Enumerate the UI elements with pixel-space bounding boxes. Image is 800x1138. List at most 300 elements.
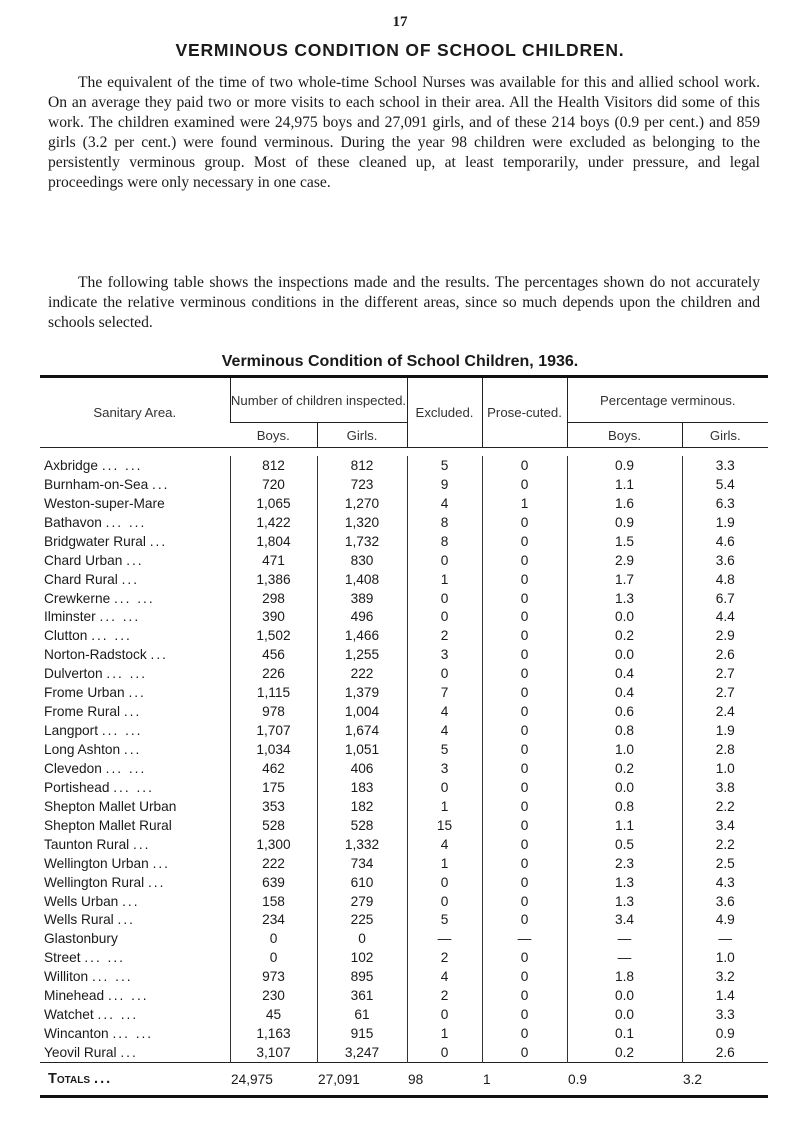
leader-dots: ... [149, 533, 168, 549]
table-row [40, 759, 768, 778]
cell-pct-girls: 2.7 [682, 664, 768, 683]
cell-pct-boys: 1.3 [567, 589, 682, 608]
header-sanitary-area: Sanitary Area. [93, 405, 177, 420]
cell-pct-boys: 1.1 [567, 816, 682, 835]
cell-prosecuted: 0 [482, 778, 567, 797]
cell-girls: 0 [317, 929, 407, 948]
table-row [40, 475, 768, 494]
cell-girls: 1,320 [317, 513, 407, 532]
header-pct-girls: Girls. [682, 423, 768, 448]
cell-boys: 298 [230, 589, 317, 608]
cell-boys: 0 [230, 929, 317, 948]
leader-dots: ... [123, 704, 142, 720]
leader-dots: ... [123, 742, 142, 758]
cell-boys: 390 [230, 608, 317, 627]
cell-boys: 1,034 [230, 740, 317, 759]
cell-excluded: 5 [407, 456, 482, 475]
cell-girls: 1,674 [317, 721, 407, 740]
cell-excluded: 0 [407, 892, 482, 911]
cell-girls: 1,466 [317, 626, 407, 645]
cell-pct-boys: 1.3 [567, 873, 682, 892]
cell-pct-boys: — [567, 929, 682, 948]
header-pct-boys: Boys. [567, 423, 682, 448]
cell-girls: 225 [317, 911, 407, 930]
table-row [40, 570, 768, 589]
cell-pct-girls: 4.8 [682, 570, 768, 589]
cell-pct-girls: 3.3 [682, 1005, 768, 1024]
cell-pct-boys: 0.0 [567, 645, 682, 664]
area-name-cell [40, 551, 230, 570]
cell-pct-boys: 0.0 [567, 608, 682, 627]
cell-pct-boys: 0.9 [567, 513, 682, 532]
cell-excluded: 1 [407, 1024, 482, 1043]
area-name: Wincanton [44, 1026, 109, 1042]
area-name-cell [40, 626, 230, 645]
leader-dots: ... ... [105, 760, 147, 776]
area-name-cell [40, 929, 230, 948]
cell-pct-boys: 1.3 [567, 892, 682, 911]
cell-pct-girls: 1.0 [682, 948, 768, 967]
cell-pct-girls: 3.6 [682, 892, 768, 911]
cell-pct-girls: 3.4 [682, 816, 768, 835]
cell-pct-girls: 0.9 [682, 1024, 768, 1043]
table-row [40, 967, 768, 986]
table-title: Verminous Condition of School Children, 1936. [221, 353, 579, 370]
area-name-cell [40, 1005, 230, 1024]
area-name-cell [40, 475, 230, 494]
area-name-cell [40, 892, 230, 911]
cell-excluded: 3 [407, 759, 482, 778]
area-name-cell [40, 1043, 230, 1062]
cell-pct-boys: 0.4 [567, 683, 682, 702]
cell-girls: 723 [317, 475, 407, 494]
cell-excluded: 0 [407, 551, 482, 570]
header-percentage-verminous: Percentage verminous. [567, 378, 768, 423]
paragraph-1: The equivalent of the time of two whole-time School Nurses was available for this and allied school work. On an average they paid two or more visits to each school in their area. All the Health Visitors did some of this work. The children examined were 24,975 boys and 27,091 girls, and of these 214 boys (0.9 per cent.) and 859 girls (3.2 per cent.) were found verminous. During the year 98 children were excluded as belonging to the persistently verminous group. Most of these cleaned up, at least temporarily, under pressure, and legal proceedings were only necessary in one case. [48, 74, 760, 191]
cell-boys: 158 [230, 892, 317, 911]
area-name: Norton-Radstock [44, 647, 147, 663]
cell-girls: 1,732 [317, 532, 407, 551]
header-excluded: Excluded. [407, 378, 482, 448]
cell-boys: 0 [230, 948, 317, 967]
cell-pct-girls: 4.9 [682, 911, 768, 930]
leader-dots: ... [117, 912, 135, 928]
cell-pct-boys: 3.4 [567, 911, 682, 930]
cell-excluded: 5 [407, 911, 482, 930]
table-row [40, 873, 768, 892]
area-name: Watchet [44, 1007, 94, 1023]
cell-excluded: — [407, 929, 482, 948]
cell-excluded: 0 [407, 664, 482, 683]
cell-prosecuted: 0 [482, 816, 567, 835]
cell-excluded: 4 [407, 835, 482, 854]
area-name: Frome Rural [44, 704, 121, 720]
table-row [40, 911, 768, 930]
table-row [40, 683, 768, 702]
table-row [40, 816, 768, 835]
leader-dots: ... [133, 836, 151, 852]
cell-prosecuted: 0 [482, 456, 567, 475]
table-row [40, 664, 768, 683]
cell-pct-girls: 1.0 [682, 759, 768, 778]
table-row [40, 551, 768, 570]
paragraph-2: The following table shows the inspections made and the results. The percentages shown do not accurately indicate the relative verminous conditions in the different areas, since so much depends upon the children and schools selected. [48, 274, 760, 331]
cell-girls: 734 [317, 854, 407, 873]
cell-prosecuted: 0 [482, 683, 567, 702]
leader-dots: ... [128, 685, 146, 701]
table-row [40, 778, 768, 797]
cell-boys: 471 [230, 551, 317, 570]
area-name: Shepton Mallet Rural [44, 817, 172, 833]
cell-pct-boys: 1.6 [567, 494, 682, 513]
area-name-cell [40, 456, 230, 475]
cell-pct-girls: 2.2 [682, 835, 768, 854]
cell-girls: 222 [317, 664, 407, 683]
cell-prosecuted: 0 [482, 892, 567, 911]
cell-pct-boys: 0.8 [567, 797, 682, 816]
cell-boys: 1,386 [230, 570, 317, 589]
table-row [40, 702, 768, 721]
area-name: Clevedon [44, 760, 102, 776]
cell-boys: 720 [230, 475, 317, 494]
cell-excluded: 4 [407, 721, 482, 740]
area-name: Wells Rural [44, 912, 114, 928]
cell-pct-girls: 1.9 [682, 513, 768, 532]
cell-excluded: 3 [407, 645, 482, 664]
table-row [40, 645, 768, 664]
header-prosecuted: Prose-cuted. [482, 378, 567, 448]
cell-excluded: 1 [407, 570, 482, 589]
area-name-cell [40, 645, 230, 664]
cell-boys: 1,115 [230, 683, 317, 702]
cell-prosecuted: 0 [482, 570, 567, 589]
cell-excluded: 4 [407, 967, 482, 986]
cell-pct-girls: 6.7 [682, 589, 768, 608]
leader-dots: ... ... [107, 988, 149, 1004]
table-row [40, 835, 768, 854]
cell-girls: 279 [317, 892, 407, 911]
leader-dots: ... ... [84, 950, 125, 966]
table-row [40, 892, 768, 911]
cell-pct-boys: 0.6 [567, 702, 682, 721]
cell-boys: 1,300 [230, 835, 317, 854]
page-number: 17 [392, 14, 408, 30]
area-name: Yeovil Rural [44, 1045, 117, 1061]
cell-girls: 389 [317, 589, 407, 608]
leader-dots: ... [152, 855, 170, 871]
area-name-cell [40, 911, 230, 930]
area-name: Shepton Mallet Urban [44, 798, 177, 814]
cell-pct-boys: 0.9 [567, 456, 682, 475]
cell-pct-girls: 2.7 [682, 683, 768, 702]
cell-boys: 230 [230, 986, 317, 1005]
area-name: Bridgwater Rural [44, 533, 146, 549]
cell-boys: 1,163 [230, 1024, 317, 1043]
table-row [40, 721, 768, 740]
cell-pct-boys: 1.1 [567, 475, 682, 494]
cell-girls: 1,255 [317, 645, 407, 664]
cell-pct-girls: 3.2 [682, 967, 768, 986]
table-row [40, 1005, 768, 1024]
cell-prosecuted: 0 [482, 475, 567, 494]
cell-pct-girls: 2.5 [682, 854, 768, 873]
area-name: Chard Rural [44, 571, 118, 587]
cell-girls: 61 [317, 1005, 407, 1024]
cell-girls: 182 [317, 797, 407, 816]
leader-dots: ... [147, 874, 166, 890]
cell-excluded: 4 [407, 494, 482, 513]
cell-pct-boys: 0.5 [567, 835, 682, 854]
area-name-cell [40, 589, 230, 608]
leader-dots: ... ... [113, 779, 154, 795]
cell-boys: 812 [230, 456, 317, 475]
cell-prosecuted: 0 [482, 645, 567, 664]
header-boys: Boys. [230, 423, 317, 448]
table-row [40, 1043, 768, 1062]
totals-label: Totals ... [40, 1063, 230, 1096]
cell-prosecuted: 0 [482, 721, 567, 740]
area-name-cell [40, 816, 230, 835]
cell-boys: 3,107 [230, 1043, 317, 1062]
cell-prosecuted: 0 [482, 1005, 567, 1024]
area-name: Glastonbury [44, 931, 118, 947]
leader-dots: ... ... [101, 723, 143, 739]
area-name-cell [40, 683, 230, 702]
area-name: Ilminster [44, 609, 96, 625]
cell-pct-girls: 3.3 [682, 456, 768, 475]
cell-pct-girls: 2.6 [682, 1043, 768, 1062]
cell-prosecuted: 0 [482, 1043, 567, 1062]
area-name-cell [40, 570, 230, 589]
cell-boys: 1,422 [230, 513, 317, 532]
area-name: Weston-super-Mare [44, 495, 165, 511]
table-row [40, 456, 768, 475]
cell-boys: 456 [230, 645, 317, 664]
area-name: Williton [44, 969, 89, 985]
cell-pct-girls: 2.9 [682, 626, 768, 645]
area-name-cell [40, 854, 230, 873]
cell-pct-boys: 0.0 [567, 1005, 682, 1024]
area-name: Frome Urban [44, 685, 125, 701]
table-row [40, 589, 768, 608]
area-name-cell [40, 664, 230, 683]
cell-girls: 830 [317, 551, 407, 570]
area-name-cell [40, 1024, 230, 1043]
cell-excluded: 0 [407, 1005, 482, 1024]
table-row [40, 532, 768, 551]
leader-dots: ... [126, 552, 144, 568]
totals-girls: 27,091 [317, 1063, 407, 1096]
leader-dots: ... ... [112, 1026, 154, 1042]
totals-boys: 24,975 [230, 1063, 317, 1096]
area-name-cell [40, 513, 230, 532]
area-name-cell [40, 986, 230, 1005]
section-heading: VERMINOUS CONDITION OF SCHOOL CHILDREN. [175, 40, 625, 60]
area-name-cell [40, 702, 230, 721]
area-name: Bathavon [44, 514, 102, 530]
header-girls: Girls. [317, 423, 407, 448]
cell-pct-boys: 2.9 [567, 551, 682, 570]
cell-excluded: 15 [407, 816, 482, 835]
leader-dots: ... ... [99, 609, 141, 625]
table-row [40, 740, 768, 759]
cell-excluded: 7 [407, 683, 482, 702]
area-name: Burnham-on-Sea [44, 476, 149, 492]
cell-pct-boys: 2.3 [567, 854, 682, 873]
cell-excluded: 2 [407, 986, 482, 1005]
table-row [40, 797, 768, 816]
cell-prosecuted: 0 [482, 513, 567, 532]
leader-dots: ... [120, 1045, 138, 1061]
cell-boys: 528 [230, 816, 317, 835]
cell-girls: 915 [317, 1024, 407, 1043]
cell-excluded: 0 [407, 608, 482, 627]
cell-excluded: 0 [407, 589, 482, 608]
cell-prosecuted: 0 [482, 948, 567, 967]
cell-boys: 222 [230, 854, 317, 873]
area-name: Wells Urban [44, 893, 119, 909]
cell-girls: 895 [317, 967, 407, 986]
table-row [40, 854, 768, 873]
cell-pct-girls: — [682, 929, 768, 948]
cell-excluded: 2 [407, 626, 482, 645]
area-name-cell [40, 759, 230, 778]
cell-prosecuted: 0 [482, 702, 567, 721]
leader-dots: ... ... [91, 628, 132, 644]
cell-girls: 3,247 [317, 1043, 407, 1062]
cell-boys: 978 [230, 702, 317, 721]
cell-girls: 406 [317, 759, 407, 778]
area-name: Crewkerne [44, 590, 111, 606]
table-row [40, 608, 768, 627]
leader-dots: ... ... [114, 590, 155, 606]
cell-prosecuted: 0 [482, 911, 567, 930]
leader-dots: ... ... [91, 969, 133, 985]
cell-girls: 1,051 [317, 740, 407, 759]
cell-girls: 1,270 [317, 494, 407, 513]
area-name: Axbridge [44, 457, 99, 473]
table-row [40, 513, 768, 532]
table-row [40, 948, 768, 967]
cell-pct-boys: 1.0 [567, 740, 682, 759]
cell-girls: 1,004 [317, 702, 407, 721]
area-name: Long Ashton [44, 742, 121, 758]
totals-row [40, 1063, 768, 1096]
cell-girls: 361 [317, 986, 407, 1005]
cell-prosecuted: 0 [482, 740, 567, 759]
cell-prosecuted: 0 [482, 532, 567, 551]
cell-prosecuted: 0 [482, 589, 567, 608]
cell-girls: 1,379 [317, 683, 407, 702]
cell-pct-boys: 0.1 [567, 1024, 682, 1043]
cell-excluded: 4 [407, 702, 482, 721]
area-name: Portishead [44, 779, 110, 795]
cell-boys: 1,502 [230, 626, 317, 645]
cell-excluded: 1 [407, 854, 482, 873]
cell-pct-girls: 3.8 [682, 778, 768, 797]
cell-excluded: 0 [407, 778, 482, 797]
cell-prosecuted: 0 [482, 664, 567, 683]
cell-prosecuted: — [482, 929, 567, 948]
area-name: Wellington Rural [44, 874, 145, 890]
cell-pct-boys: 0.0 [567, 986, 682, 1005]
totals-pct-girls: 3.2 [682, 1063, 768, 1096]
cell-boys: 1,804 [230, 532, 317, 551]
cell-prosecuted: 1 [482, 494, 567, 513]
cell-pct-girls: 2.8 [682, 740, 768, 759]
cell-prosecuted: 0 [482, 873, 567, 892]
cell-pct-boys: 0.2 [567, 626, 682, 645]
area-name-cell [40, 721, 230, 740]
cell-prosecuted: 0 [482, 626, 567, 645]
cell-excluded: 8 [407, 513, 482, 532]
cell-boys: 1,065 [230, 494, 317, 513]
area-name-cell [40, 778, 230, 797]
verminous-table-container [40, 375, 768, 1098]
cell-pct-girls: 2.2 [682, 797, 768, 816]
cell-pct-boys: 0.4 [567, 664, 682, 683]
leader-dots: ... [150, 647, 168, 663]
cell-boys: 1,707 [230, 721, 317, 740]
cell-prosecuted: 0 [482, 835, 567, 854]
cell-pct-girls: 4.3 [682, 873, 768, 892]
area-name-cell [40, 740, 230, 759]
cell-boys: 462 [230, 759, 317, 778]
leader-dots: ... ... [105, 514, 147, 530]
totals-excluded: 98 [407, 1063, 482, 1096]
area-name-cell [40, 948, 230, 967]
cell-pct-boys: 1.7 [567, 570, 682, 589]
area-name-cell [40, 494, 230, 513]
cell-boys: 234 [230, 911, 317, 930]
leader-dots: ... [152, 476, 170, 492]
area-name-cell [40, 797, 230, 816]
cell-pct-boys: — [567, 948, 682, 967]
leader-dots: ... ... [97, 1007, 139, 1023]
table-row [40, 626, 768, 645]
area-name: Wellington Urban [44, 855, 149, 871]
cell-prosecuted: 0 [482, 551, 567, 570]
area-name-cell [40, 835, 230, 854]
cell-excluded: 0 [407, 873, 482, 892]
cell-prosecuted: 0 [482, 986, 567, 1005]
cell-pct-girls: 2.6 [682, 645, 768, 664]
area-name: Taunton Rural [44, 836, 130, 852]
cell-excluded: 8 [407, 532, 482, 551]
cell-prosecuted: 0 [482, 967, 567, 986]
table-row [40, 494, 768, 513]
cell-prosecuted: 0 [482, 854, 567, 873]
cell-girls: 610 [317, 873, 407, 892]
area-name: Langport [44, 723, 99, 739]
cell-pct-girls: 1.9 [682, 721, 768, 740]
cell-pct-boys: 0.2 [567, 759, 682, 778]
cell-girls: 1,408 [317, 570, 407, 589]
cell-pct-girls: 6.3 [682, 494, 768, 513]
totals-prosecuted: 1 [482, 1063, 567, 1096]
cell-pct-girls: 2.4 [682, 702, 768, 721]
cell-pct-boys: 0.2 [567, 1043, 682, 1062]
cell-girls: 102 [317, 948, 407, 967]
cell-pct-boys: 0.0 [567, 778, 682, 797]
table-row [40, 1024, 768, 1043]
cell-excluded: 1 [407, 797, 482, 816]
cell-excluded: 0 [407, 1043, 482, 1062]
cell-pct-girls: 4.6 [682, 532, 768, 551]
cell-pct-boys: 0.8 [567, 721, 682, 740]
cell-pct-girls: 5.4 [682, 475, 768, 494]
area-name: Minehead [44, 988, 105, 1004]
